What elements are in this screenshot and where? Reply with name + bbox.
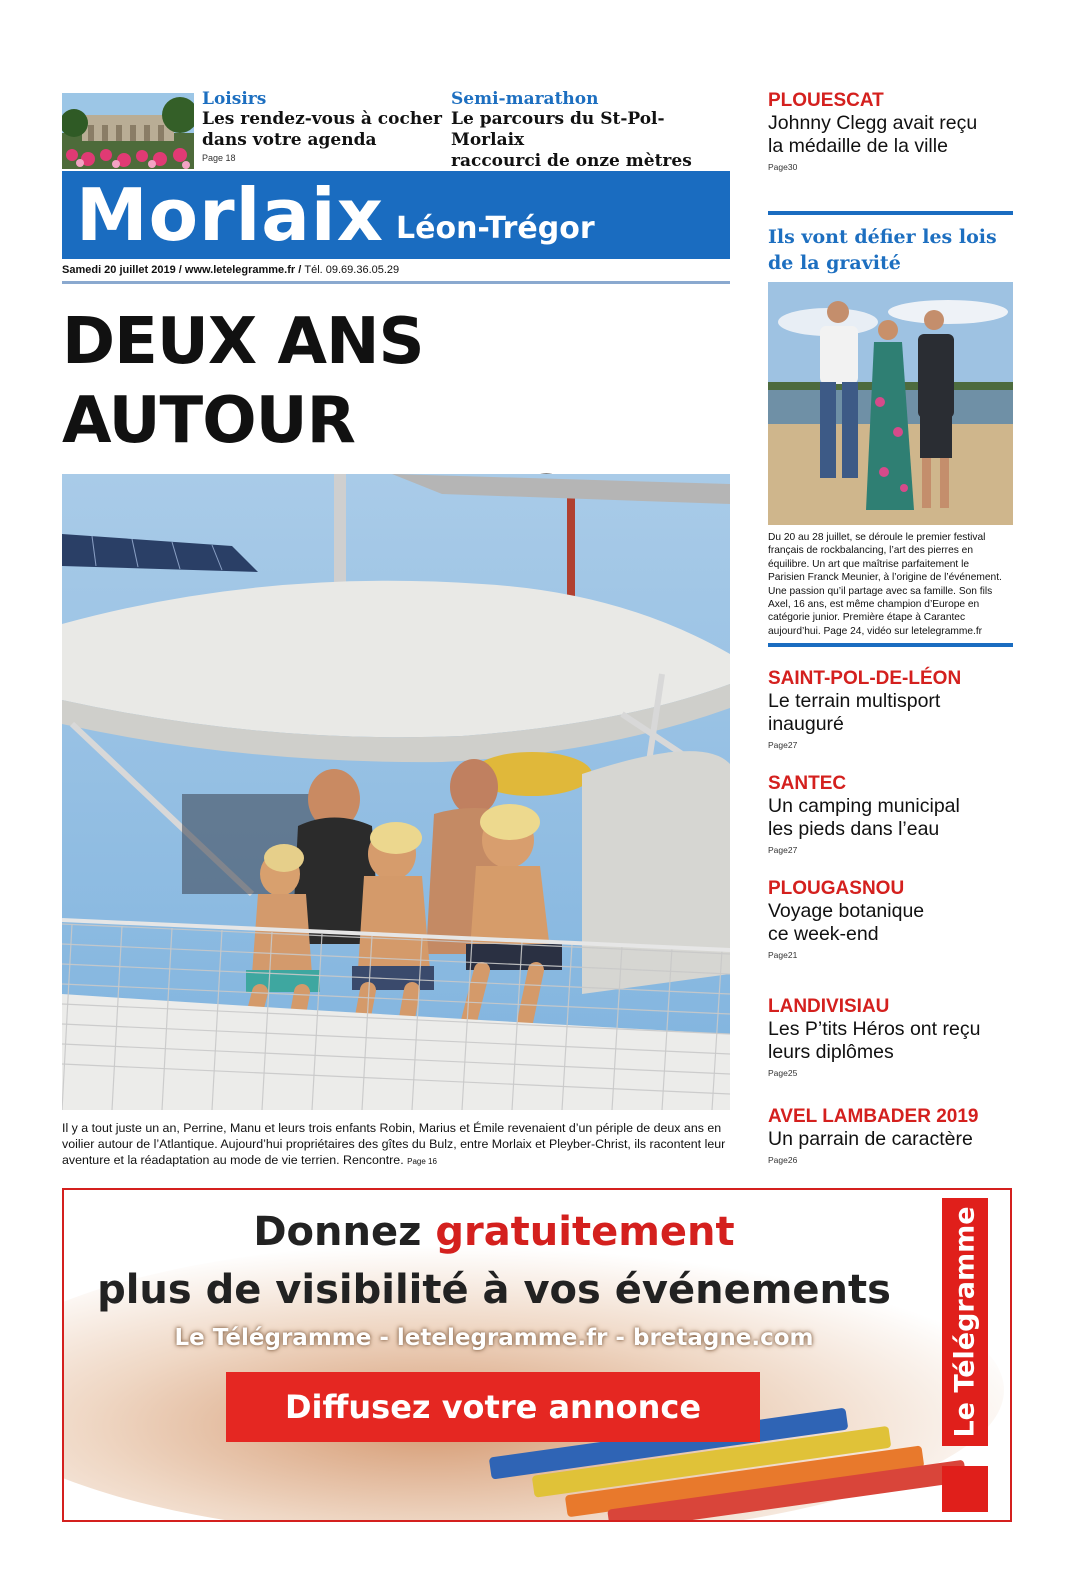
right-item-santec[interactable] — [768, 773, 1018, 855]
item-page: Page27 — [768, 845, 798, 855]
headline-line: DEUX ANS AUTOUR — [62, 305, 424, 458]
right-item-landivisiau[interactable] — [768, 996, 1018, 1078]
teaser-loisirs[interactable] — [202, 90, 442, 163]
dateline-date: Samedi 20 juillet 2019 — [62, 264, 176, 276]
caption-text: Il y a tout juste un an, Perrine, Manu et leurs trois enfants Robin, Marius et Émile revenaient d’un périple de deux ans en voilier autour de l’Atlantique. Aujourd’hui propriétaires des gîtes du Bulz, entre Morlaix et Pleyber-Christ, ils racontent leur aventure et la réadaptation au mode de vie terrien. Rencontre. — [62, 1121, 726, 1167]
ad-brand-text: Le Télégramme — [949, 1206, 981, 1438]
masthead-subtitle: Léon-Trégor — [396, 211, 595, 246]
teaser-category: Semi-marathon — [451, 89, 599, 109]
feature-title-line: de la gravité — [768, 252, 901, 274]
teaser-title-line: dans votre agenda — [202, 130, 377, 150]
teaser-page: Page 18 — [202, 153, 236, 163]
feature-rule-bottom — [768, 643, 1013, 647]
main-caption — [62, 1120, 732, 1170]
item-title-line: Un camping municipal — [768, 795, 960, 817]
teaser-title-line: Les rendez-vous à cocher — [202, 109, 442, 129]
item-title-line: les pieds dans l’eau — [768, 818, 940, 840]
teaser-title-line: Le parcours du St-Pol-Morlaix — [451, 109, 665, 150]
ad-brand-square — [942, 1466, 988, 1512]
advertisement[interactable] — [62, 1188, 1012, 1522]
ad-line-1 — [64, 1206, 924, 1258]
teaser-category: Loisirs — [202, 89, 267, 109]
ad-line-1-a: Donnez — [253, 1209, 422, 1255]
ad-brand-bar — [942, 1198, 988, 1446]
ad-line-3: Le Télégramme - letelegramme.fr - bretagne.com — [174, 1325, 814, 1351]
item-location: PLOUESCAT — [768, 90, 884, 111]
item-title-line: Voyage botanique — [768, 900, 925, 922]
feature-title-line: Ils vont défier les lois — [768, 226, 997, 248]
teaser-title-line: raccourci de onze mètres — [451, 151, 692, 171]
feature-photo — [768, 282, 1013, 525]
item-page: Page27 — [768, 740, 798, 750]
feature-rule-top — [768, 211, 1013, 215]
feature-text-line: Du 20 au 28 juillet, se déroule le premier festival — [768, 532, 986, 543]
masthead — [62, 171, 730, 259]
item-location: SAINT-POL-DE-LÉON — [768, 668, 962, 689]
caption-page: Page 16 — [407, 1157, 437, 1166]
feature-text-line: Axel, 16 ans, est même champion d’Europe en — [768, 599, 980, 611]
masthead-rule — [62, 281, 730, 284]
item-title-line: inauguré — [768, 713, 844, 735]
item-page: Page26 — [768, 1155, 798, 1165]
teaser-photo-loisirs — [62, 93, 194, 169]
item-title-line: Johnny Clegg avait reçu — [768, 112, 978, 134]
right-item-plouescat[interactable] — [768, 90, 1018, 172]
right-item-plougasnou[interactable] — [768, 878, 1018, 960]
item-title-line: leurs diplômes — [768, 1041, 894, 1063]
feature-text — [768, 531, 1014, 638]
item-page: Page30 — [768, 162, 798, 172]
item-page: Page25 — [768, 1068, 798, 1078]
item-title-line: ce week-end — [768, 923, 879, 945]
item-location: SANTEC — [768, 773, 847, 794]
feature-text-line: Une passion qu’il partage avec sa famille. Son fils — [768, 585, 993, 597]
item-title-line: Le terrain multisport — [768, 690, 941, 712]
feature-text-line: aujourd’hui. Page 24, vidéo sur letelegramme.fr — [768, 625, 983, 637]
item-title-line: la médaille de la ville — [768, 135, 948, 157]
item-location: AVEL LAMBADER 2019 — [768, 1106, 979, 1127]
right-item-saint-pol-de-leon[interactable] — [768, 668, 1018, 750]
item-location: LANDIVISIAU — [768, 996, 890, 1017]
item-title-line: Un parrain de caractère — [768, 1128, 973, 1150]
feature-title[interactable] — [768, 224, 1013, 276]
feature-text-line: équilibre. Un art que maîtrise parfaitement le — [768, 558, 970, 570]
item-title-line: Les P’tits Héros ont reçu — [768, 1018, 981, 1040]
item-location: PLOUGASNOU — [768, 878, 905, 899]
teaser-semi-marathon[interactable] — [451, 90, 731, 184]
feature-text-line: catégorie junior. Première étape à Carantec — [768, 612, 966, 624]
dateline-phone: Tél. 09.69.36.05.29 — [304, 264, 400, 276]
main-photo — [62, 474, 730, 1110]
masthead-title: Morlaix — [76, 173, 385, 257]
ad-line-1-highlight: gratuitement — [435, 1209, 735, 1255]
right-item-avel-lambader[interactable] — [768, 1106, 1018, 1165]
feature-text-line: français de rockbalancing, l’art des pierres en — [768, 545, 973, 557]
ad-line-2: plus de visibilité à vos événements — [97, 1267, 891, 1313]
dateline-site: www.letelegramme.fr — [184, 264, 296, 276]
feature-text-line: Parisien Franck Meunier, à l’origine de l’événement. — [768, 572, 1002, 584]
item-page: Page21 — [768, 950, 798, 960]
dateline: Samedi 20 juillet 2019 / www.letelegramme.fr / Tél. 09.69.36.05.29 — [62, 264, 400, 276]
diffusez-annonce-button[interactable]: Diffusez votre annonce — [226, 1372, 760, 1442]
